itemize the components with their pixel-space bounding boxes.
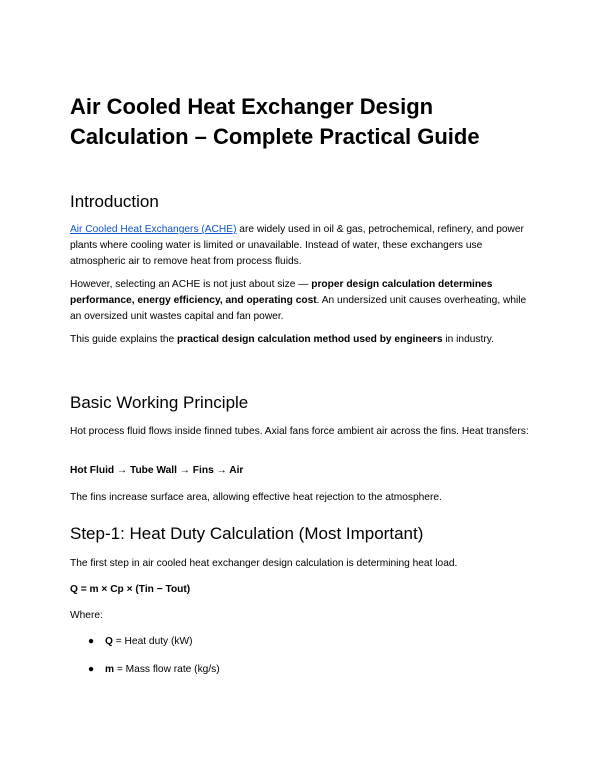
list-item <box>70 634 532 650</box>
variable-list <box>70 634 532 678</box>
intro-paragraph-1-text: are widely used in oil & gas, petrochemical, refinery, and power plants where cooling water is limited or unavailable. Instead of water, these exchangers use atmospheric air to remove heat from process fluids. <box>70 224 524 267</box>
ache-link[interactable]: Air Cooled Heat Exchangers (ACHE) <box>70 224 237 235</box>
intro-paragraph-2 <box>70 277 532 325</box>
intro-paragraph-2-a: However, selecting an ACHE is not just about size — <box>70 279 312 290</box>
intro-paragraph-3 <box>70 332 532 348</box>
principle-paragraph-2: The fins increase surface area, allowing effective heat rejection to the atmosphere. <box>70 492 442 503</box>
variable-description: = Heat duty (kW) <box>112 636 193 647</box>
intro-paragraph-3-bold: practical design calculation method used by engineers <box>177 334 443 345</box>
intro-paragraph-3-c: in industry. <box>442 334 494 345</box>
bullet-icon: ● <box>88 664 95 675</box>
bullet-icon: ● <box>88 636 95 647</box>
variable-description: = Mass flow rate (kg/s) <box>114 664 220 675</box>
intro-heading: Introduction <box>70 192 159 211</box>
variable-symbol: Q <box>105 636 113 647</box>
heat-duty-formula: Q = m × Cp × (Tin − Tout) <box>70 584 191 595</box>
intro-paragraph-2-c: . An undersized unit causes overheating, while an oversized unit wastes capital and fan power. <box>70 295 527 322</box>
intro-paragraph-1 <box>70 222 532 270</box>
intro-paragraph-3-a: This guide explains the <box>70 334 178 345</box>
principle-heading: Basic Working Principle <box>70 393 249 412</box>
principle-paragraph-1: Hot process fluid flows inside finned tubes. Axial fans force ambient air across the fins. Heat transfers: <box>70 426 529 437</box>
principle-flow: Hot Fluid → Tube Wall → Fins → Air <box>70 465 244 476</box>
step1-heading: Step-1: Heat Duty Calculation (Most Important) <box>70 524 424 543</box>
where-label: Where: <box>70 610 103 621</box>
step1-paragraph-1: The first step in air cooled heat exchanger design calculation is determining heat load. <box>70 558 458 569</box>
intro-paragraph-2-bold: proper design calculation determines performance, energy efficiency, and operating cost <box>70 279 493 306</box>
list-item <box>70 662 532 678</box>
page-title: Air Cooled Heat Exchanger Design Calculation – Complete Practical Guide <box>70 94 480 149</box>
variable-symbol: m <box>105 664 115 675</box>
